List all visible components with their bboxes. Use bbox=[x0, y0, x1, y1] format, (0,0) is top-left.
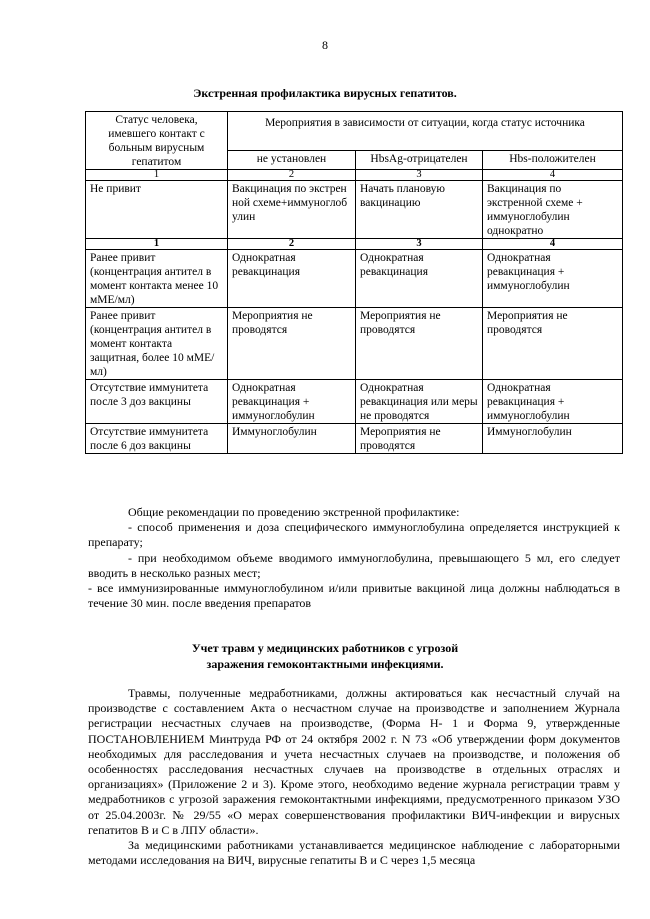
prophylaxis-table bbox=[85, 111, 623, 454]
body-paragraph: За медицинскими работниками устанавливается медицинское наблюдение с лабораторными методами исследования на ВИЧ, вирусные гепатиты В и С через 1,5 месяца bbox=[88, 838, 620, 868]
table-cell: Ранее привит (концентрация антител в момент контакта менее 10 мМЕ/мл) bbox=[86, 250, 228, 308]
table-row bbox=[86, 380, 623, 424]
table-cell: Мероприятия не проводятся bbox=[356, 424, 483, 454]
subheader-hbsag-negative: HbsAg-отрицателен bbox=[356, 151, 483, 170]
table-cell: Иммуноглобулин bbox=[228, 424, 356, 454]
column-number-row bbox=[86, 170, 623, 181]
table-row bbox=[86, 424, 623, 454]
table-cell: Вакцинация по экстренной схеме + иммуноглобулин однократно bbox=[483, 181, 623, 239]
table-row bbox=[86, 308, 623, 380]
page-number: 8 bbox=[322, 38, 328, 52]
recommendations-intro: Общие рекомендации по проведению экстренной профилактике: bbox=[128, 505, 460, 519]
table-cell: Вакцинация по экстренной схеме+иммуноглобулин bbox=[228, 181, 356, 239]
column-number: 2 bbox=[228, 170, 356, 181]
section-title-line: Учет травм у медицинских работников с угрозой bbox=[191, 641, 459, 655]
column-number: 4 bbox=[483, 170, 623, 181]
section-title-hepatitis: Экстренная профилактика вирусных гепатитов. bbox=[193, 86, 457, 100]
table-cell: Отсутствие иммунитета после 3 доз вакцины bbox=[86, 380, 228, 424]
subheader-hbs-positive: Hbs-положителен bbox=[483, 151, 623, 170]
table-cell: Не привит bbox=[86, 181, 228, 239]
recommendation-item: - способ применения и доза специфического иммуноглобулина определяется инструкцией к препарату; bbox=[88, 520, 620, 550]
table-cell: Отсутствие иммунитета после 6 доз вакцины bbox=[86, 424, 228, 454]
table-cell: Начать плановую вакцинацию bbox=[356, 181, 483, 239]
section-title-injuries bbox=[0, 640, 650, 672]
header-measures-group: Мероприятия в зависимости от ситуации, когда статус источника bbox=[228, 112, 623, 151]
column-number: 2 bbox=[228, 239, 356, 250]
recommendation-item: - все иммунизированные иммуноглобулином и/или привитые вакциной лица должны наблюдаться в течение 30 мин. после введения препаратов bbox=[88, 581, 620, 611]
injuries-text-block bbox=[88, 686, 620, 868]
column-number: 1 bbox=[86, 170, 228, 181]
column-number: 1 bbox=[86, 239, 228, 250]
body-paragraph: Травмы, полученные медработниками, должны актироваться как несчастный случай на производстве с составлением Акта о несчастном случае на производстве и заполнением Журнала регистрации несчастных случаев на производстве, (Форма Н- 1 и Форма 9, утвержденные ПОСТАНОВЛЕНИЕМ Минтруда РФ от 24 октября 2002 г. N 73 «Об утверждении форм документов необходимых для расследования и учета несчастных случаев на производстве, и положения об особенностях расследования несчастных случаев на производстве в отдельных отраслях и организациях» (Приложение 2 и 3). Кроме этого, необходимо ведение журнала регистрации травм у медработников с угрозой заражения гемоконтактными инфекциями, предусмотренного приказом УЗО от 25.04.2003г. № 29/55 «О мерах совершенствования профилактики ВИЧ-инфекции и вирусных гепатитов В и С в ЛПУ области». bbox=[88, 686, 620, 837]
table-cell: Мероприятия не проводятся bbox=[483, 308, 623, 380]
table-cell: Однократная ревакцинация + иммуноглобулин bbox=[483, 250, 623, 308]
table-cell: Однократная ревакцинация bbox=[356, 250, 483, 308]
section-title-line: заражения гемоконтактными инфекциями. bbox=[206, 657, 444, 671]
recommendations-block bbox=[88, 505, 620, 611]
subheader-unknown: не установлен bbox=[228, 151, 356, 170]
table-cell: Мероприятия не проводятся bbox=[356, 308, 483, 380]
column-number: 4 bbox=[483, 239, 623, 250]
recommendation-item: - при необходимом объеме вводимого иммуноглобулина, превышающего 5 мл, его следует вводить в несколько разных мест; bbox=[88, 550, 620, 580]
table-header-row bbox=[86, 112, 623, 151]
table-row bbox=[86, 250, 623, 308]
table-cell: Однократная ревакцинация bbox=[228, 250, 356, 308]
column-number: 3 bbox=[356, 239, 483, 250]
table-cell: Иммуноглобулин bbox=[483, 424, 623, 454]
table-cell: Мероприятия не проводятся bbox=[228, 308, 356, 380]
table-cell: Однократная ревакцинация + иммуноглобулин bbox=[483, 380, 623, 424]
table-cell: Ранее привит (концентрация антител в момент контакта защитная, более 10 мМЕ/мл) bbox=[86, 308, 228, 380]
column-number-row bbox=[86, 239, 623, 250]
header-contact-status: Статус человека, имевшего контакт с больным вирусным гепатитом bbox=[86, 112, 228, 170]
table-row bbox=[86, 181, 623, 239]
column-number: 3 bbox=[356, 170, 483, 181]
table-cell: Однократная ревакцинация + иммуноглобулин bbox=[228, 380, 356, 424]
table-cell: Однократная ревакцинация или меры не проводятся bbox=[356, 380, 483, 424]
